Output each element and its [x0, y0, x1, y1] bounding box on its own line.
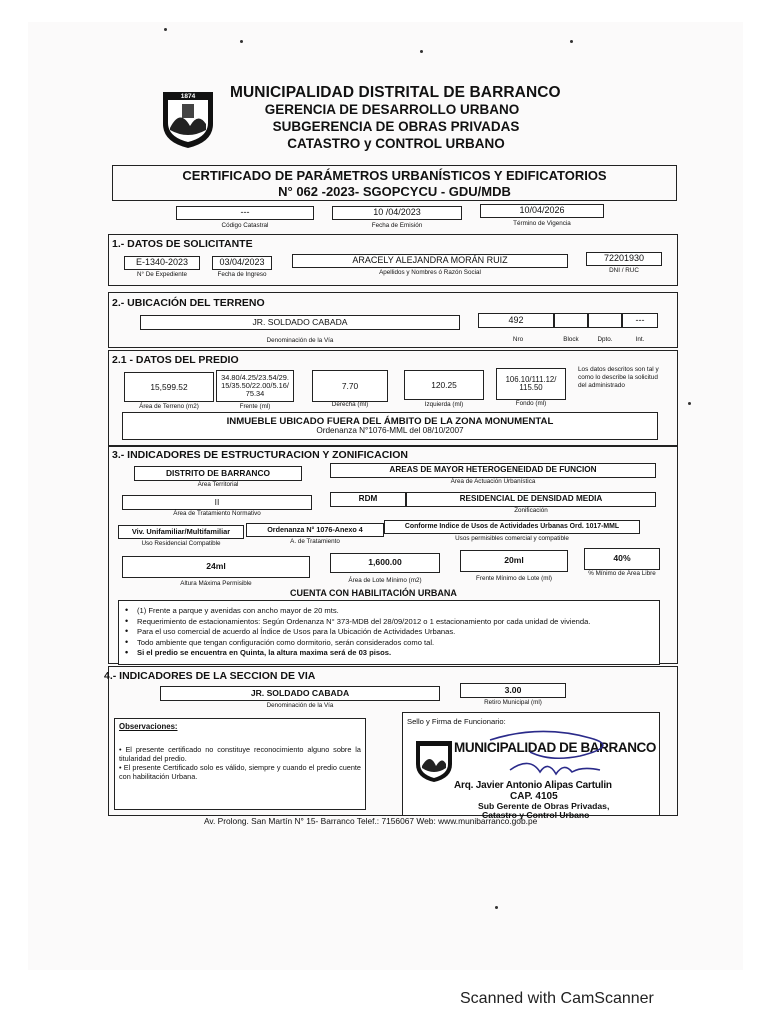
seccion-via-label: Denominación de la Vía: [266, 702, 334, 709]
int-value: ---: [622, 313, 658, 328]
observaciones-box: [114, 718, 366, 810]
subgerencia-title: SUBGERENCIA DE OBRAS PRIVADAS: [272, 119, 520, 134]
frente-label: Frente (ml): [239, 403, 271, 410]
camscanner-watermark: Scanned with CamScanner: [460, 990, 654, 1007]
dni-value: 72201930: [586, 252, 662, 266]
certificate-number: N° 062 -2023- SGOPCYCU - GDU/MDB: [278, 184, 511, 199]
retiro-label: Retiro Municipal (ml): [484, 699, 542, 706]
condition-item: • Para el uso comercial de acuerdo al Índice de Usos para la Ubicación de Actividades Urbanas.: [125, 627, 653, 636]
zona-code-value: RDM: [330, 492, 406, 507]
derecha-label: Derecha (ml): [331, 401, 369, 408]
frente-min-label: Frente Mínimo de Lote (ml): [476, 575, 552, 582]
municipal-shield-logo: [160, 88, 216, 150]
observaciones-heading: Observaciones:: [119, 722, 178, 731]
fecha-ingreso-label: Fecha de Ingreso: [217, 271, 267, 278]
signature-scribble: [470, 726, 640, 786]
logo-year: 1874: [180, 93, 196, 100]
fondo-label: Fondo (ml): [515, 400, 547, 407]
expediente-label: N° De Expediente: [136, 271, 188, 278]
condition-item: • Si el predio se encuentra en Quinta, la altura maxima será de 03 pisos.: [125, 648, 653, 657]
official-name: Arq. Javier Antonio Alipas Cartulin: [454, 780, 612, 791]
nro-label: Nro: [512, 336, 524, 343]
distrito-value: DISTRITO DE BARRANCO: [134, 466, 302, 481]
area-terreno-label: Área de Terreno (m2): [139, 403, 199, 410]
observacion-item: • El presente Certificado solo es válido, siempre y cuando el predio cuente con habilitación Urbana.: [119, 763, 361, 781]
certificate-title: CERTIFICADO DE PARÁMETROS URBANÍSTICOS Y EDIFICATORIOS: [182, 168, 607, 183]
scan-speck: [570, 40, 573, 43]
codigo-catastral-label: Código Catastral: [221, 222, 269, 229]
dpto-value: [588, 313, 622, 328]
distrito-label: Área Territorial: [197, 481, 239, 488]
ord-tratamiento-label: A. de Tratamiento: [290, 538, 340, 545]
fecha-emision-value: 10 /04/2023: [332, 206, 462, 220]
lote-min-label: Área de Lote Mínimo (m2): [348, 577, 422, 584]
scan-speck: [495, 906, 498, 909]
zona-label: Zonificación: [514, 507, 548, 514]
dni-label: DNI / RUC: [609, 267, 639, 274]
ubicacion-via-label: Denominación de la Vía: [266, 337, 334, 344]
footer-address: Av. Prolong. San Martín N° 15- Barranco Telef.: 7156067 Web: www.munibarranco.gob.pe: [204, 816, 538, 826]
derecha-value: 7.70: [312, 370, 388, 402]
termino-vigencia-label: Término de Vigencia: [513, 220, 571, 227]
section-indicadores-heading: 3.- INDICADORES DE ESTRUCTURACION Y ZONIFICACION: [112, 449, 408, 461]
municipality-title: MUNICIPALIDAD DISTRITAL DE BARRANCO: [230, 84, 561, 101]
ord-tratamiento-value: Ordenanza N° 1076-Anexo 4: [246, 523, 384, 537]
observacion-item: • El presente certificado no constituye reconocimiento alguno sobre la titularidad del predio.: [119, 745, 361, 763]
condition-item: • Todo ambiente que tengan configuración como dormitorio, serán considerados como tal.: [125, 638, 653, 647]
area-terreno-value: 15,599.52: [124, 372, 214, 402]
altura-label: Altura Máxima Permisible: [180, 580, 252, 587]
scan-speck: [164, 28, 167, 31]
official-cap: CAP. 4105: [510, 791, 558, 802]
scan-speck: [240, 40, 243, 43]
section-seccion-via-heading: 4.- INDICADORES DE LA SECCION DE VIA: [104, 670, 316, 682]
ordenanza-text: Ordenanza N°1076-MML del 08/10/2007: [316, 425, 464, 435]
izquierda-value: 120.25: [404, 370, 484, 400]
predio-note: Los datos descritos son tal y como lo describe la solicitud del administrado: [578, 366, 659, 389]
dpto-label: Dpto.: [597, 336, 613, 343]
stamp-shield-icon: [414, 738, 454, 784]
block-label: Block: [563, 336, 579, 343]
gerencia-title: GERENCIA DE DESARROLLO URBANO: [264, 102, 520, 117]
altura-value: 24ml: [122, 556, 310, 578]
section-ubicacion-heading: 2.- UBICACIÓN DEL TERRENO: [112, 297, 265, 309]
section-predio-heading: 2.1 - DATOS DEL PREDIO: [112, 354, 239, 366]
monumental-text: INMUEBLE UBICADO FUERA DEL ÁMBITO DE LA ZONA MONUMENTAL: [226, 415, 554, 427]
stamp-title: MUNICIPALIDAD DE BARRANCO: [454, 740, 656, 755]
zona-desc-value: RESIDENCIAL DE DENSIDAD MEDIA: [406, 492, 656, 507]
uso-value: Viv. Unifamiliar/Multifamiliar: [118, 525, 244, 539]
area-libre-value: 40%: [584, 548, 660, 570]
nro-value: 492: [478, 313, 554, 328]
signature-heading: Sello y Firma de Funcionario:: [407, 717, 506, 726]
scan-speck: [688, 402, 691, 405]
ubicacion-via-value: JR. SOLDADO CABADA: [140, 315, 460, 330]
block-value: [554, 313, 588, 328]
expediente-value: E-1340-2023: [124, 256, 200, 270]
condition-item: • (1) Frente a parque y avenidas con ancho mayor de 20 mts.: [125, 606, 653, 615]
fecha-emision-label: Fecha de Emisión: [371, 222, 423, 229]
area-libre-label: % Mínimo de Área Libre: [588, 570, 656, 577]
fecha-ingreso-value: 03/04/2023: [212, 256, 272, 270]
retiro-value: 3.00: [460, 683, 566, 698]
official-role-2: Catastro y Control Urbano: [482, 810, 590, 820]
actuacion-value: AREAS DE MAYOR HETEROGENEIDAD DE FUNCION: [330, 463, 656, 478]
usos-permisibles-value: Conforme Indice de Usos de Actividades Urbanas Ord. 1017-MML: [384, 520, 640, 534]
izquierda-label: Izquierda (ml): [424, 401, 464, 408]
section-solicitante-heading: 1.- DATOS DE SOLICITANTE: [112, 238, 253, 250]
fondo-value: 106.10/111.12/ 115.50: [496, 368, 566, 400]
usos-permisibles-label: Usos permisibles comercial y compatible: [455, 535, 569, 542]
actuacion-label: Área de Actuación Urbanística: [450, 478, 536, 485]
monumental-box: [122, 412, 658, 440]
frente-min-value: 20ml: [460, 550, 568, 572]
tratamiento-value: II: [122, 495, 312, 510]
frente-value: 34.80/4.25/23.54/29. 15/35.50/22.00/5.16/ 75.34: [216, 370, 294, 402]
tratamiento-label: Área de Tratamiento Normativo: [173, 510, 261, 517]
solicitante-nombre-value: ARACELY ALEJANDRA MORÁN RUIZ: [292, 254, 568, 268]
uso-label: Uso Residencial Compatible: [141, 540, 221, 547]
lote-min-value: 1,600.00: [330, 553, 440, 573]
condition-item: • Requerimiento de estacionamientos: Según Ordenanza N° 373-MDB del 28/09/2012 o 1 estacionamiento por cada unidad de vivienda.: [125, 617, 653, 626]
seccion-via-value: JR. SOLDADO CABADA: [160, 686, 440, 701]
conditions-list: [118, 600, 660, 665]
catastro-title: CATASTRO y CONTROL URBANO: [287, 136, 505, 151]
solicitante-nombre-label: Apellidos y Nombres ó Razón Social: [379, 269, 481, 276]
certificate-title-box: [112, 165, 677, 201]
codigo-catastral-value: ---: [176, 206, 314, 220]
scan-speck: [420, 50, 423, 53]
habilitacion-title: CUENTA CON HABILITACIÓN URBANA: [290, 588, 457, 598]
termino-vigencia-value: 10/04/2026: [480, 204, 604, 218]
official-role-1: Sub Gerente de Obras Privadas,: [478, 801, 610, 811]
int-label: Int.: [635, 336, 645, 343]
